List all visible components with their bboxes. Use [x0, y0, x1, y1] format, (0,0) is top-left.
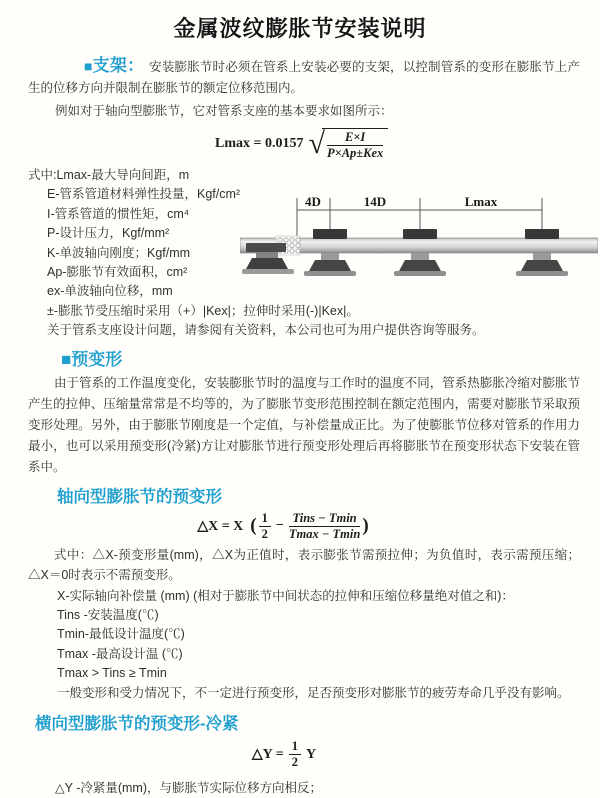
minus-operator: −: [275, 518, 284, 534]
axial-subheading: 轴向型膨胀节的预变形: [57, 487, 222, 506]
variable-line: Tins -安装温度(℃): [57, 608, 159, 623]
definition-line: ex-单波轴向位移，mm: [47, 284, 173, 299]
variable-line: Tmax -最高设计温 (℃): [57, 646, 183, 661]
lateral-note: △Y -冷紧量(mm)，与膨胀节实际位移方向相反；: [55, 781, 323, 796]
definition-line: K-单波轴向刚度；Kgf/mm: [47, 245, 191, 260]
formula-lhs: Lmax = 0.0157: [215, 136, 304, 151]
fraction-denominator: P×Ap±Kex: [326, 146, 384, 160]
dim-label-14d: 14D: [363, 194, 387, 209]
formula-lhs: △X = X: [197, 518, 244, 534]
fraction-numerator: Tins − Tmin: [289, 512, 360, 527]
axial-variable-lines: [57, 587, 580, 703]
fraction-numerator: 1: [259, 512, 271, 527]
definition-line: E-管系管道材料弹性投量，Kgf/cm²: [47, 187, 241, 202]
predeform-paragraph: 由于管系的工作温度变化，安装膨胀节时的温度与工作时的温度不同，管系热膨胀冷缩对膨胀节产生的拉伸、压缩量常常是不均等的，为了膨胀节变形范围控制在额定范围内，需要对膨胀节采取预变形处理。另外，由于膨胀节刚度是一个定值，与补偿量成正比。为了使膨胀节位移对管系的作用力最小，也可以采用预变形(冷紧)方让对膨胀节进行预变形处理后再将膨胀节在预变形状态下安装在管系中。: [28, 375, 580, 474]
pipe-support-spacing-diagram: [240, 190, 598, 292]
section-square-icon: ■: [84, 58, 93, 74]
variable-line: X-实际轴向补偿量 (mm) (相对于膨胀节中间状态的拉伸和压缩位移量绝对值之和)：: [57, 588, 514, 603]
definition-line: 式中:Lmax-最大导向间距，m: [28, 168, 190, 182]
definition-line: P-设计压力，Kgf/mm²: [47, 226, 170, 241]
definition-line: 关于管系支座设计问题，请参阅有关资料，本公司也可为用户提供咨询等服务。: [47, 323, 485, 338]
diagram-svg: [240, 190, 598, 292]
support-intro-text: 安装膨胀节时必须在管系上安装必要的支架，以控制管系的变形在膨胀节上产生的位移方向并限制在膨胀节的额定位移范围内。: [28, 60, 580, 95]
fraction-numerator: E×I: [327, 131, 383, 146]
support-intro-paragraph: [28, 55, 580, 99]
axial-predeform-formula: [28, 512, 540, 541]
lateral-predeform-formula: [28, 740, 540, 769]
axial-formula-explanation: 式中：△X-预变形量(mm)，△X为正值时，表示膨张节需预拉伸；为负值时，表示需预压缩；△X＝0时表示不需预变形。: [28, 547, 580, 583]
fraction-denominator: 2: [291, 755, 298, 770]
close-paren: ): [362, 515, 369, 537]
definition-line: I-管系管道的惯性矩，cm⁴: [47, 206, 190, 221]
fraction: [289, 740, 301, 769]
radicand: [322, 128, 388, 160]
variable-line: 一般变形和受力情况下，不一定进行预变形，足否预变形对膨胀节的疲劳寿命几乎没有影响。: [57, 685, 570, 700]
support-section-heading: 支架：: [92, 56, 145, 75]
fraction-denominator: 2: [261, 526, 268, 541]
fraction: [259, 512, 271, 541]
predeform-section-heading: [61, 345, 580, 370]
formula-lhs: △Y =: [251, 747, 284, 763]
support-example-line: 例如对于轴向型膨胀节，它对管系支座的基本要求如图所示：: [55, 104, 393, 118]
definition-line: Ap-膨胀节有效面积，cm²: [47, 265, 188, 280]
page-title: 金属波纹膨胀节安装说明: [173, 16, 427, 41]
section-square-icon: ■: [61, 349, 72, 369]
dimension-labels: [305, 194, 498, 209]
lmax-formula: [215, 128, 580, 160]
predeform-heading-text: 预变形: [71, 349, 123, 369]
lateral-subheading: 横向型膨胀节的预变形-冷紧: [35, 715, 239, 734]
predeform-section: [0, 345, 600, 798]
fraction: [289, 512, 360, 541]
formula-rhs: Y: [305, 746, 317, 762]
fraction-numerator: 1: [289, 740, 301, 755]
fraction-denominator: Tmax − Tmin: [288, 526, 361, 541]
variable-line: Tmax > Tins ≥ Tmin: [57, 666, 167, 681]
fraction: [327, 131, 383, 160]
dim-label-lmax: Lmax: [464, 194, 498, 209]
dim-label-4d: 4D: [305, 194, 321, 209]
definition-line: ±-膨胀节受压缩时采用（+）|Kex|；拉伸时采用(-)|Kex|。: [47, 303, 359, 318]
variable-line: Tmin-最低设计温度(℃): [57, 627, 185, 642]
radical-sign-icon: √: [308, 127, 325, 160]
open-paren: (: [250, 515, 257, 537]
square-root: [308, 128, 388, 160]
